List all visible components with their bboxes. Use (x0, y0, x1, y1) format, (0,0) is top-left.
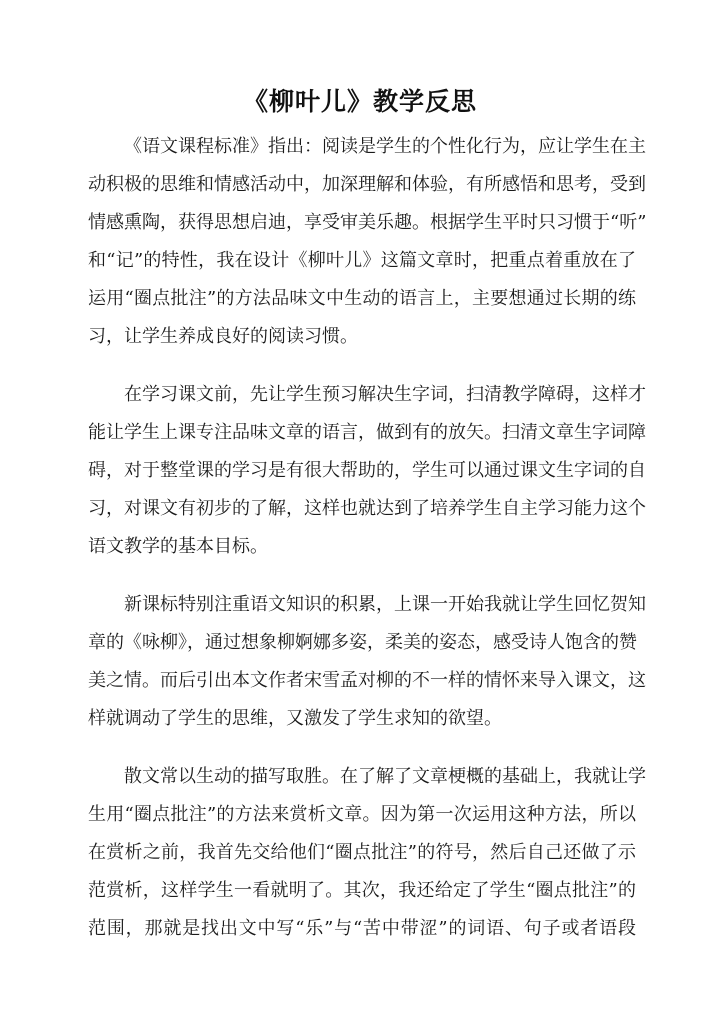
text-line: 习，让学生养成良好的阅读习惯。 (88, 326, 358, 347)
paragraph (88, 376, 646, 566)
text-line: 新课标特别注重语文知识的积累，上课一开始我就让学生回忆贺知 (124, 594, 646, 615)
document-title: 《柳叶儿》教学反思 (242, 87, 477, 116)
paragraph (88, 128, 647, 356)
text-line: 范围，那就是找出文中写“乐”与“苦中带涩”的词语、句子或者语段 (88, 918, 636, 939)
text-line: 和“记”的特性，我在设计《柳叶儿》这篇文章时，把重点着重放在了 (88, 250, 636, 271)
text-line: 语文教学的基本目标。 (88, 536, 268, 557)
text-line: 样就调动了学生的思维，又激发了学生求知的欲望。 (88, 708, 502, 729)
text-line: 生用“圈点批注”的方法来赏析文章。因为第一次运用这种方法，所以 (88, 804, 636, 825)
text-line: 范赏析，这样学生一看就明了。其次，我还给定了学生“圈点批注”的 (88, 880, 636, 901)
text-line: 美之情。而后引出本文作者宋雪孟对柳的不一样的情怀来导入课文，这 (88, 670, 646, 691)
text-line: 在赏析之前，我首先交给他们“圈点批注”的符号，然后自己还做了示 (88, 842, 636, 863)
text-line: 在学习课文前，先让学生预习解决生字词，扫清教学障碍，这样才 (124, 384, 646, 405)
text-line: 情感熏陶，获得思想启迪，享受审美乐趣。根据学生平时只习惯于“听” (88, 212, 647, 233)
text-line: 运用“圈点批注”的方法品味文中生动的语言上，主要想通过长期的练 (88, 288, 636, 309)
text-line: 散文常以生动的描写取胜。在了解了文章梗概的基础上，我就让学 (124, 766, 646, 787)
text-line: 能让学生上课专注品味文章的语言，做到有的放矢。扫清文章生字词障 (88, 422, 646, 443)
document-body (88, 128, 647, 968)
text-line: 习，对课文有初步的了解，这样也就达到了培养学生自主学习能力这个 (88, 498, 646, 519)
paragraph (88, 758, 646, 948)
text-line: 动积极的思维和情感活动中，加深理解和体验，有所感悟和思考，受到 (88, 174, 646, 195)
text-line: 章的《咏柳》，通过想象柳婀娜多姿，柔美的姿态，感受诗人饱含的赞 (88, 632, 637, 653)
text-line: 《语文课程标准》指出：阅读是学生的个性化行为，应让学生在主 (124, 136, 646, 157)
paragraph (88, 586, 646, 738)
text-line: 碍，对于整堂课的学习是有很大帮助的，学生可以通过课文生字词的自 (88, 460, 646, 481)
